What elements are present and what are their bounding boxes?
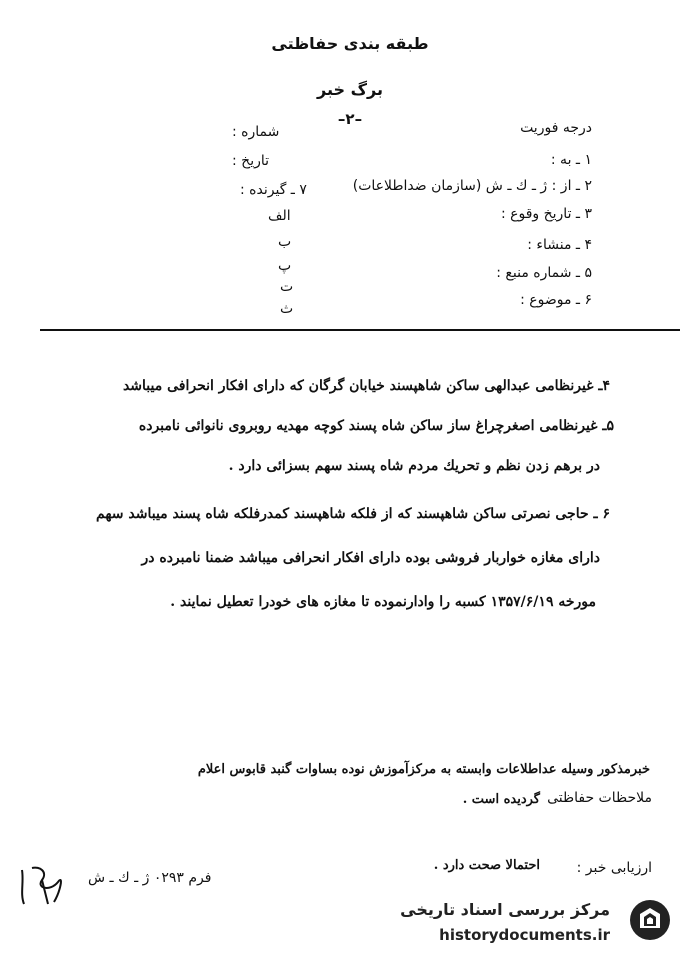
urgency-label: درجه فوریت: [520, 120, 592, 136]
form-code: فرم ۰۲۹۳ ژ ـ ك ـ ش: [88, 870, 212, 886]
from-label: ۲ ـ از : ژ ـ ك ـ ش (سازمان ضداطلاعات): [352, 178, 592, 194]
body-line-4: ۶ ـ حاجی نصرتی ساکن شاهپسند که از فلکه شاهپسند کمدرفلکه شاه پسند میباشد سهم: [96, 506, 610, 522]
body-line-6: مورخه ۱۳۵۷/۶/۱۹ کسبه را وادارنموده تا مغازه های خودرا تعطیل نمایند .: [170, 594, 596, 610]
form-title: برگ خبر: [317, 80, 383, 99]
subject-label: ۶ ـ موضوع :: [520, 292, 592, 308]
body-line-3: در برهم زدن نظم و تحریك مردم شاه پسند سهم بسزائی دارد .: [228, 458, 600, 474]
to-label: ۱ ـ به :: [550, 152, 592, 168]
notes-line-1: خبرمذکور وسیله عداطلاعات وابسته به مرکزآموزش نوده بساوات گنبد قابوس اعلام: [197, 762, 650, 777]
divider-line: [40, 329, 680, 331]
handwritten-signature: [14, 862, 74, 910]
receiver-label: ۷ ـ گیرنده :: [240, 182, 307, 198]
body-line-2: ۵ـ غیرنظامی اصغرچراغ ساز ساکن شاه پسند کوچه مهدیه روبروی نانوائی نامبرده: [138, 418, 614, 434]
receiver-item-5: ث: [280, 301, 294, 317]
notes-label: ملاحظات حفاظتی: [547, 790, 652, 806]
number-label: شماره :: [232, 124, 280, 140]
receiver-item-4: ت: [280, 279, 294, 295]
evaluation-value: احتمالا صحت دارد .: [433, 858, 540, 873]
source-number-label: ۵ ـ شماره منبع :: [496, 265, 592, 281]
page-number: –۲–: [337, 110, 363, 128]
date-label: تاریخ :: [232, 153, 270, 169]
receiver-item-2: ب: [278, 234, 292, 250]
origin-label: ۴ ـ منشاء :: [527, 237, 592, 253]
archive-logo-icon: [628, 898, 672, 942]
evaluation-label: ارزیابی خبر :: [576, 860, 652, 876]
body-line-5: دارای مغازه خواربار فروشی بوده دارای افکار انحرافی میباشد ضمنا نامبرده در: [141, 550, 600, 566]
event-date-label: ۳ ـ تاریخ وقوع :: [500, 206, 592, 222]
archive-watermark: [382, 894, 682, 950]
classification-title: طبقه بندی حفاظتی: [271, 34, 429, 53]
watermark-name: مرکز بررسی اسناد تاریخی: [400, 900, 610, 919]
notes-line-2: گردیده است .: [462, 792, 540, 807]
watermark-site: historydocuments.ir: [439, 926, 610, 944]
receiver-item-1: الف: [268, 208, 291, 224]
receiver-item-3: پ: [278, 258, 292, 274]
body-line-1: ۴ـ غیرنظامی عبدالهی ساکن شاهپسند خیابان گرگان که دارای افکار انحرافی میباشد: [122, 378, 610, 394]
